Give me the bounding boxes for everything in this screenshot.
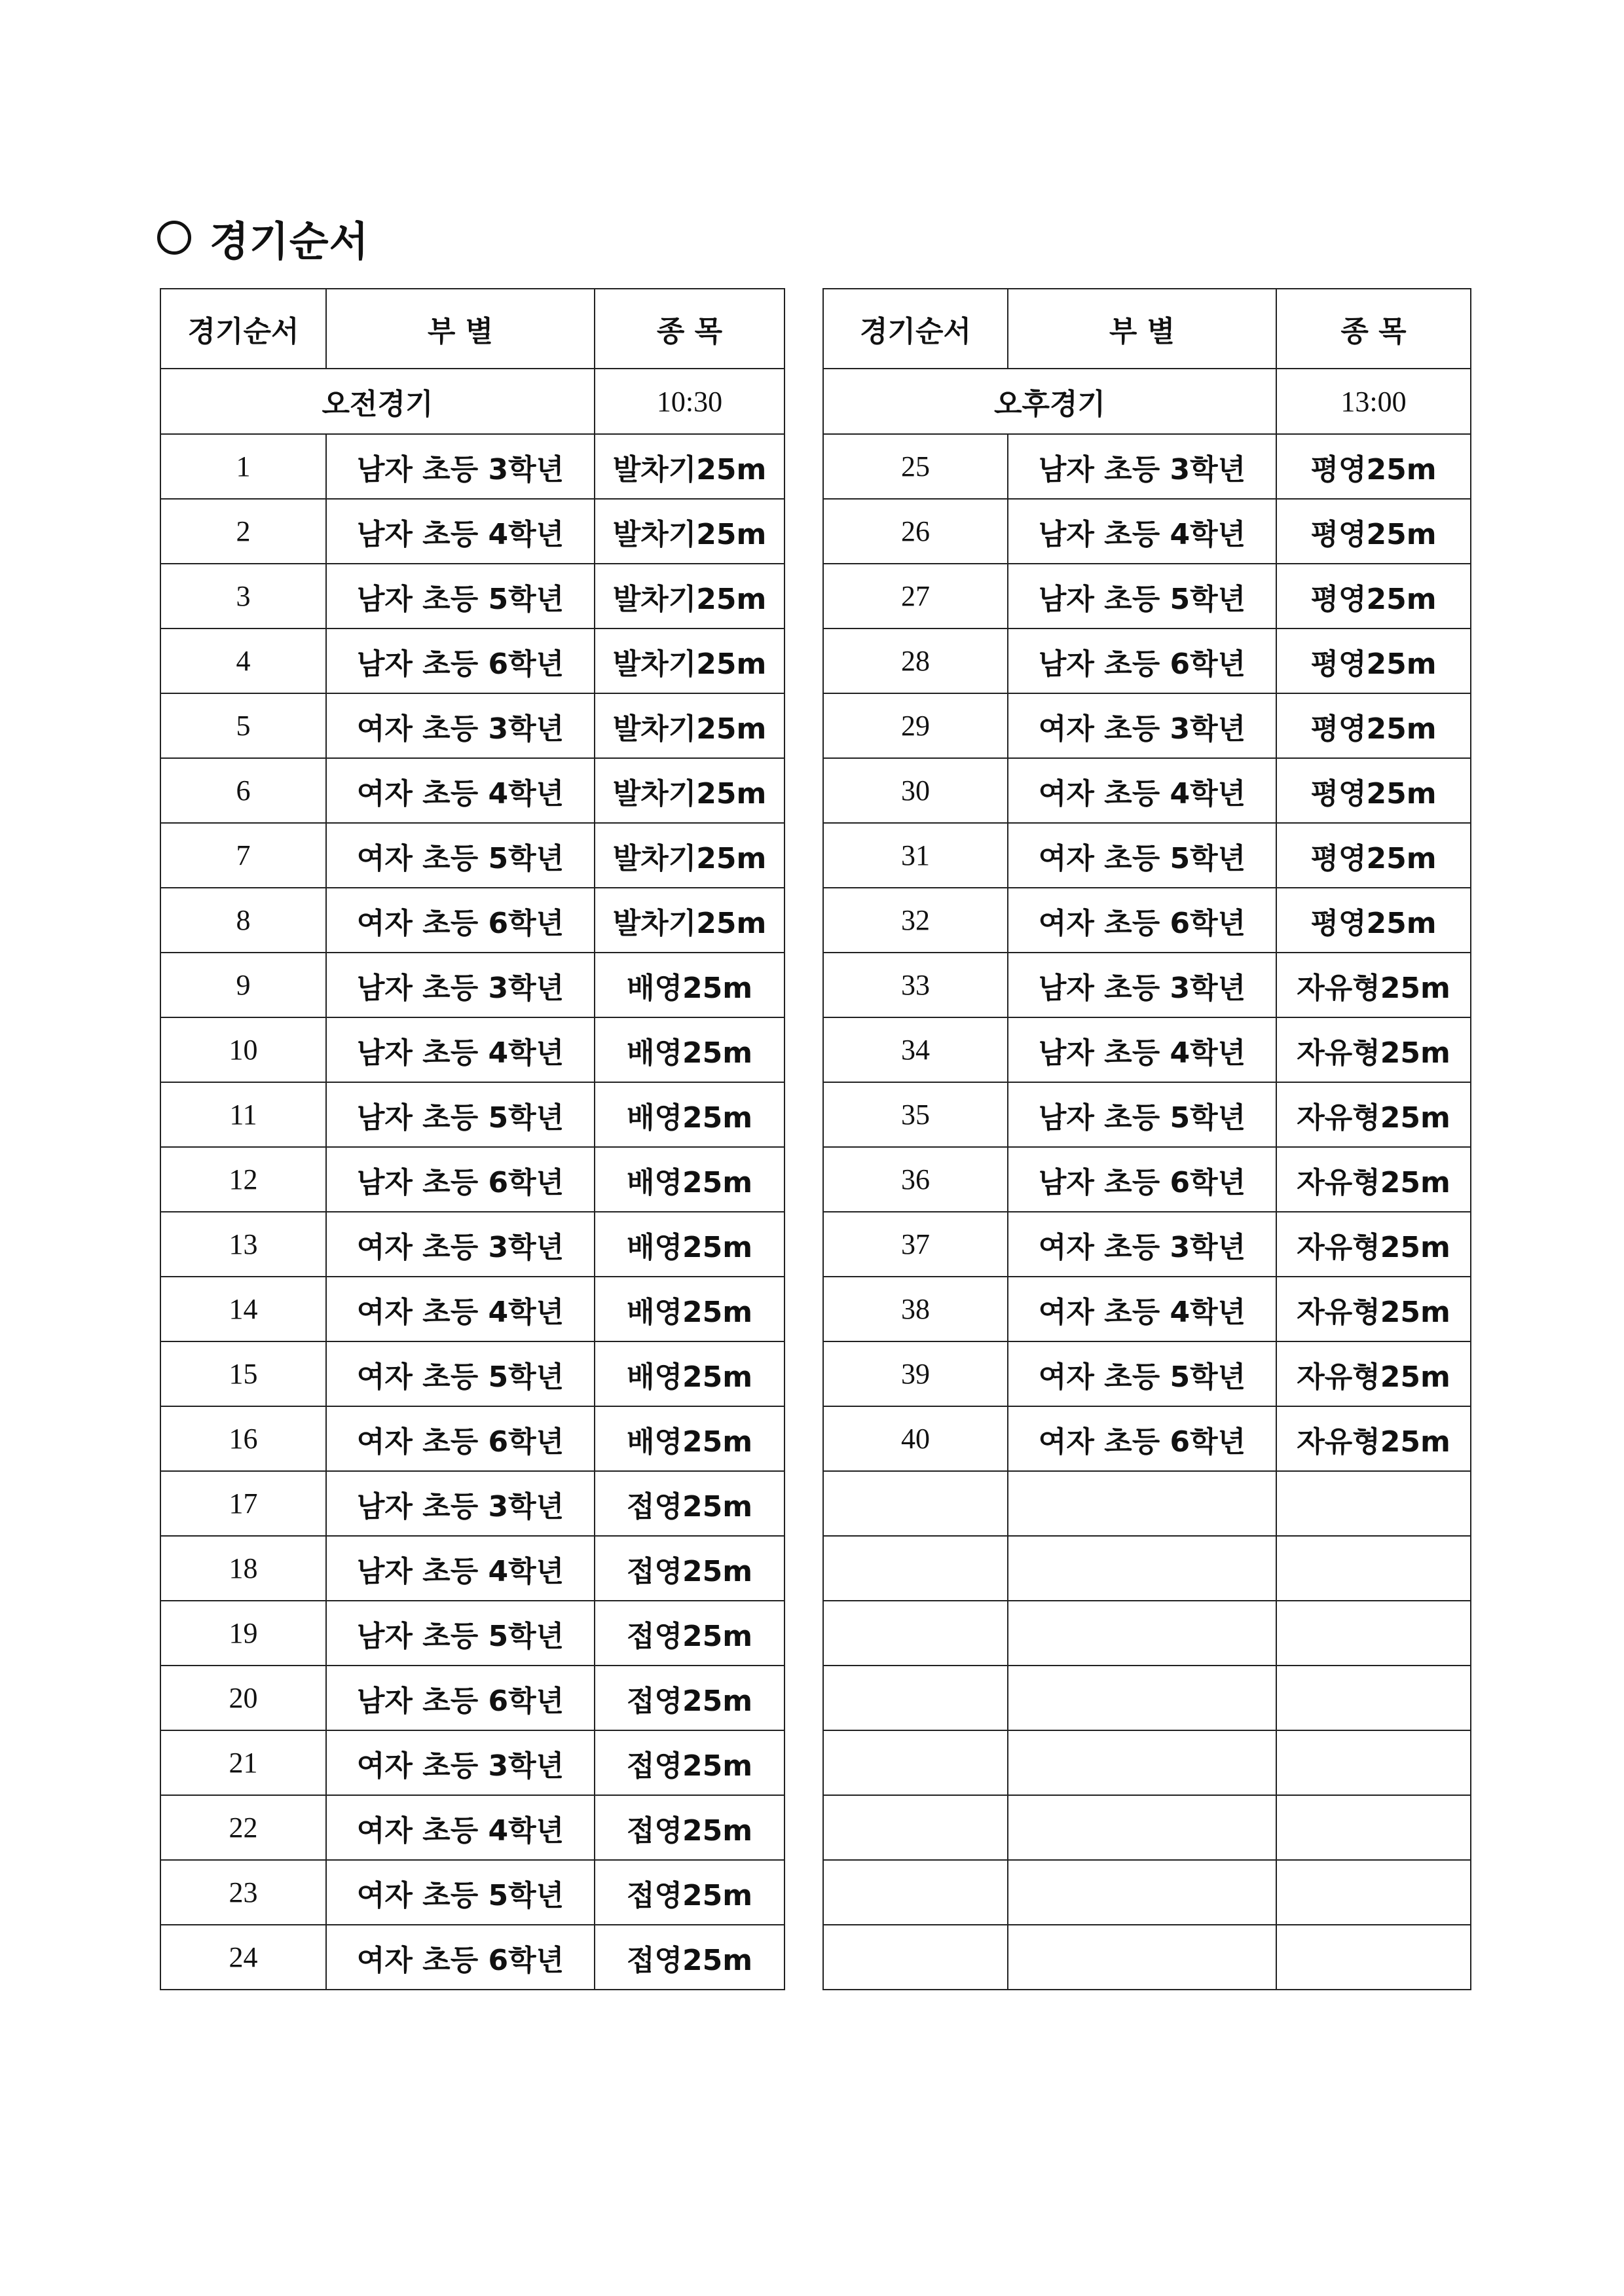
row-event: 발차기25m: [595, 758, 784, 823]
row-order-number: 30: [823, 758, 1008, 823]
row-division: 여자 초등 6학년: [326, 1406, 595, 1471]
row-event: [1276, 1925, 1471, 1990]
row-order-number: 27: [823, 564, 1008, 629]
table-row: [823, 1471, 1471, 1536]
row-division: 남자 초등 3학년: [326, 953, 595, 1017]
row-event: 배영25m: [595, 1147, 784, 1212]
row-order-number: 39: [823, 1341, 1008, 1406]
row-division: 여자 초등 4학년: [1008, 1277, 1276, 1341]
table-row: [823, 1860, 1471, 1925]
table-row: [160, 1471, 784, 1536]
row-event: [1276, 1795, 1471, 1860]
row-division: 여자 초등 3학년: [326, 693, 595, 758]
table-row: [160, 1341, 784, 1406]
table-row: [823, 1666, 1471, 1730]
table-row: [823, 1536, 1471, 1601]
row-event: 자유형25m: [1276, 1277, 1471, 1341]
row-order-number: [823, 1730, 1008, 1795]
row-event: 자유형25m: [1276, 1147, 1471, 1212]
row-order-number: 38: [823, 1277, 1008, 1341]
row-division: 남자 초등 5학년: [326, 1601, 595, 1666]
table-row: [160, 1925, 784, 1990]
session-label: 오후경기: [823, 369, 1276, 434]
row-division: 남자 초등 6학년: [326, 1666, 595, 1730]
row-order-number: 25: [823, 434, 1008, 499]
table-row: [823, 888, 1471, 953]
row-event: 발차기25m: [595, 564, 784, 629]
row-order-number: 9: [160, 953, 326, 1017]
row-order-number: [823, 1666, 1008, 1730]
table-row: [160, 693, 784, 758]
table-row: [160, 888, 784, 953]
table-row: [160, 758, 784, 823]
row-division: 여자 초등 6학년: [1008, 888, 1276, 953]
row-event: 접영25m: [595, 1925, 784, 1990]
row-order-number: [823, 1795, 1008, 1860]
row-division: [1008, 1471, 1276, 1536]
row-event: 접영25m: [595, 1860, 784, 1925]
table-row: [160, 1017, 784, 1082]
table-row: [823, 1601, 1471, 1666]
row-order-number: 18: [160, 1536, 326, 1601]
row-order-number: 37: [823, 1212, 1008, 1277]
row-order-number: [823, 1536, 1008, 1601]
row-event: [1276, 1860, 1471, 1925]
row-event: [1276, 1730, 1471, 1795]
table-row: [160, 1147, 784, 1212]
row-order-number: 14: [160, 1277, 326, 1341]
row-division: 남자 초등 3학년: [1008, 434, 1276, 499]
row-event: 자유형25m: [1276, 1017, 1471, 1082]
row-division: 여자 초등 5학년: [326, 823, 595, 888]
table-row: [823, 1212, 1471, 1277]
row-order-number: 28: [823, 629, 1008, 693]
row-event: [1276, 1601, 1471, 1666]
row-division: [1008, 1795, 1276, 1860]
table-row: [823, 693, 1471, 758]
row-division: 여자 초등 5학년: [326, 1860, 595, 1925]
row-division: 남자 초등 3학년: [326, 1471, 595, 1536]
row-division: 여자 초등 3학년: [1008, 1212, 1276, 1277]
row-event: 자유형25m: [1276, 1212, 1471, 1277]
morning-schedule-table: [160, 288, 785, 1990]
session-time: 13:00: [1276, 369, 1471, 434]
row-division: 남자 초등 6학년: [326, 629, 595, 693]
row-order-number: 1: [160, 434, 326, 499]
table-row: [823, 758, 1471, 823]
table-row: [823, 1341, 1471, 1406]
row-order-number: 7: [160, 823, 326, 888]
table-row: [160, 1406, 784, 1471]
row-order-number: 21: [160, 1730, 326, 1795]
table-row: [160, 1536, 784, 1601]
afternoon-rows: [823, 434, 1471, 1990]
row-division: 남자 초등 4학년: [1008, 499, 1276, 564]
row-event: 발차기25m: [595, 888, 784, 953]
row-order-number: 23: [160, 1860, 326, 1925]
circle-bullet-icon: [157, 221, 191, 255]
row-division: 여자 초등 6학년: [326, 1925, 595, 1990]
row-event: 평영25m: [1276, 888, 1471, 953]
row-division: [1008, 1666, 1276, 1730]
row-division: 남자 초등 4학년: [326, 1536, 595, 1601]
row-event: 접영25m: [595, 1536, 784, 1601]
row-division: 남자 초등 5학년: [326, 564, 595, 629]
row-event: 접영25m: [595, 1471, 784, 1536]
row-event: 배영25m: [595, 1212, 784, 1277]
row-order-number: 6: [160, 758, 326, 823]
row-division: 여자 초등 3학년: [326, 1212, 595, 1277]
row-event: 발차기25m: [595, 629, 784, 693]
row-event: 접영25m: [595, 1795, 784, 1860]
row-division: [1008, 1730, 1276, 1795]
row-event: 평영25m: [1276, 693, 1471, 758]
afternoon-schedule-table: [822, 288, 1471, 1990]
table-row: [823, 1277, 1471, 1341]
row-division: 남자 초등 3학년: [326, 434, 595, 499]
row-division: [1008, 1601, 1276, 1666]
row-order-number: [823, 1860, 1008, 1925]
row-order-number: 5: [160, 693, 326, 758]
row-event: 자유형25m: [1276, 1406, 1471, 1471]
header-order: 경기순서: [160, 289, 326, 369]
table-row: [160, 1666, 784, 1730]
table-row: [823, 499, 1471, 564]
session-label: 오전경기: [160, 369, 595, 434]
row-division: 여자 초등 4학년: [326, 758, 595, 823]
row-division: 남자 초등 3학년: [1008, 953, 1276, 1017]
row-order-number: 32: [823, 888, 1008, 953]
row-event: 자유형25m: [1276, 953, 1471, 1017]
table-row: [823, 1082, 1471, 1147]
row-order-number: [823, 1601, 1008, 1666]
row-division: 여자 초등 5학년: [1008, 1341, 1276, 1406]
table-row: [160, 953, 784, 1017]
table-row: [160, 499, 784, 564]
row-event: 배영25m: [595, 953, 784, 1017]
table-row: [160, 1277, 784, 1341]
table-row: [160, 1860, 784, 1925]
row-event: 배영25m: [595, 1341, 784, 1406]
header-order: 경기순서: [823, 289, 1008, 369]
morning-rows: [160, 434, 784, 1990]
row-event: 발차기25m: [595, 434, 784, 499]
row-order-number: 11: [160, 1082, 326, 1147]
row-order-number: [823, 1925, 1008, 1990]
row-event: 평영25m: [1276, 823, 1471, 888]
row-division: 남자 초등 4학년: [326, 499, 595, 564]
row-order-number: 40: [823, 1406, 1008, 1471]
row-event: 발차기25m: [595, 499, 784, 564]
row-event: 자유형25m: [1276, 1341, 1471, 1406]
row-division: 여자 초등 6학년: [1008, 1406, 1276, 1471]
table-row: [160, 1212, 784, 1277]
row-event: 평영25m: [1276, 499, 1471, 564]
row-order-number: 2: [160, 499, 326, 564]
row-order-number: 19: [160, 1601, 326, 1666]
header-division: 부 별: [1008, 289, 1276, 369]
table-row: [823, 434, 1471, 499]
table-row: [823, 1147, 1471, 1212]
row-event: 배영25m: [595, 1277, 784, 1341]
row-event: [1276, 1536, 1471, 1601]
row-order-number: 12: [160, 1147, 326, 1212]
row-event: 자유형25m: [1276, 1082, 1471, 1147]
row-event: 평영25m: [1276, 564, 1471, 629]
row-order-number: 22: [160, 1795, 326, 1860]
row-division: [1008, 1860, 1276, 1925]
table-row: [823, 953, 1471, 1017]
row-order-number: 34: [823, 1017, 1008, 1082]
row-order-number: 16: [160, 1406, 326, 1471]
row-division: 여자 초등 4학년: [326, 1277, 595, 1341]
row-event: 배영25m: [595, 1406, 784, 1471]
row-event: 접영25m: [595, 1666, 784, 1730]
table-row: [160, 1795, 784, 1860]
row-order-number: 15: [160, 1341, 326, 1406]
row-division: 남자 초등 6학년: [326, 1147, 595, 1212]
row-event: 접영25m: [595, 1730, 784, 1795]
table-row: [823, 823, 1471, 888]
row-division: 남자 초등 5학년: [326, 1082, 595, 1147]
row-division: 여자 초등 4학년: [1008, 758, 1276, 823]
session-row-afternoon: [823, 369, 1471, 434]
row-event: [1276, 1471, 1471, 1536]
row-order-number: 24: [160, 1925, 326, 1990]
table-row: [160, 434, 784, 499]
table-row: [823, 564, 1471, 629]
table-row: [823, 629, 1471, 693]
row-event: 평영25m: [1276, 434, 1471, 499]
row-event: 평영25m: [1276, 758, 1471, 823]
row-order-number: [823, 1471, 1008, 1536]
row-event: 평영25m: [1276, 629, 1471, 693]
table-row: [160, 823, 784, 888]
row-division: 남자 초등 5학년: [1008, 1082, 1276, 1147]
row-division: 여자 초등 3학년: [326, 1730, 595, 1795]
row-order-number: 17: [160, 1471, 326, 1536]
row-order-number: 31: [823, 823, 1008, 888]
row-event: 발차기25m: [595, 693, 784, 758]
table-row: [160, 629, 784, 693]
row-order-number: 10: [160, 1017, 326, 1082]
table-row: [823, 1017, 1471, 1082]
table-row: [160, 1082, 784, 1147]
table-row: [160, 1601, 784, 1666]
header-event: 종 목: [1276, 289, 1471, 369]
row-division: 남자 초등 6학년: [1008, 1147, 1276, 1212]
row-order-number: 20: [160, 1666, 326, 1730]
table-row: [823, 1795, 1471, 1860]
row-division: 여자 초등 5학년: [1008, 823, 1276, 888]
row-division: 남자 초등 6학년: [1008, 629, 1276, 693]
table-row: [823, 1925, 1471, 1990]
header-event: 종 목: [595, 289, 784, 369]
header-division: 부 별: [326, 289, 595, 369]
row-division: 여자 초등 3학년: [1008, 693, 1276, 758]
row-order-number: 8: [160, 888, 326, 953]
row-division: 남자 초등 4학년: [326, 1017, 595, 1082]
row-division: 여자 초등 5학년: [326, 1341, 595, 1406]
table-header-row: [160, 289, 784, 369]
row-order-number: 35: [823, 1082, 1008, 1147]
session-time: 10:30: [595, 369, 784, 434]
table-row: [160, 1730, 784, 1795]
session-row-morning: [160, 369, 784, 434]
row-division: 여자 초등 6학년: [326, 888, 595, 953]
row-division: [1008, 1925, 1276, 1990]
row-division: 남자 초등 4학년: [1008, 1017, 1276, 1082]
row-event: 배영25m: [595, 1082, 784, 1147]
row-order-number: 3: [160, 564, 326, 629]
row-order-number: 26: [823, 499, 1008, 564]
row-division: 여자 초등 4학년: [326, 1795, 595, 1860]
row-division: 남자 초등 5학년: [1008, 564, 1276, 629]
row-event: [1276, 1666, 1471, 1730]
table-row: [823, 1730, 1471, 1795]
page-title: 경기순서: [210, 217, 369, 265]
row-event: 배영25m: [595, 1017, 784, 1082]
row-event: 접영25m: [595, 1601, 784, 1666]
row-order-number: 4: [160, 629, 326, 693]
row-order-number: 33: [823, 953, 1008, 1017]
row-order-number: 29: [823, 693, 1008, 758]
row-event: 발차기25m: [595, 823, 784, 888]
table-row: [160, 564, 784, 629]
table-header-row: [823, 289, 1471, 369]
row-order-number: 13: [160, 1212, 326, 1277]
row-division: [1008, 1536, 1276, 1601]
row-order-number: 36: [823, 1147, 1008, 1212]
section-heading: [157, 208, 369, 267]
table-row: [823, 1406, 1471, 1471]
